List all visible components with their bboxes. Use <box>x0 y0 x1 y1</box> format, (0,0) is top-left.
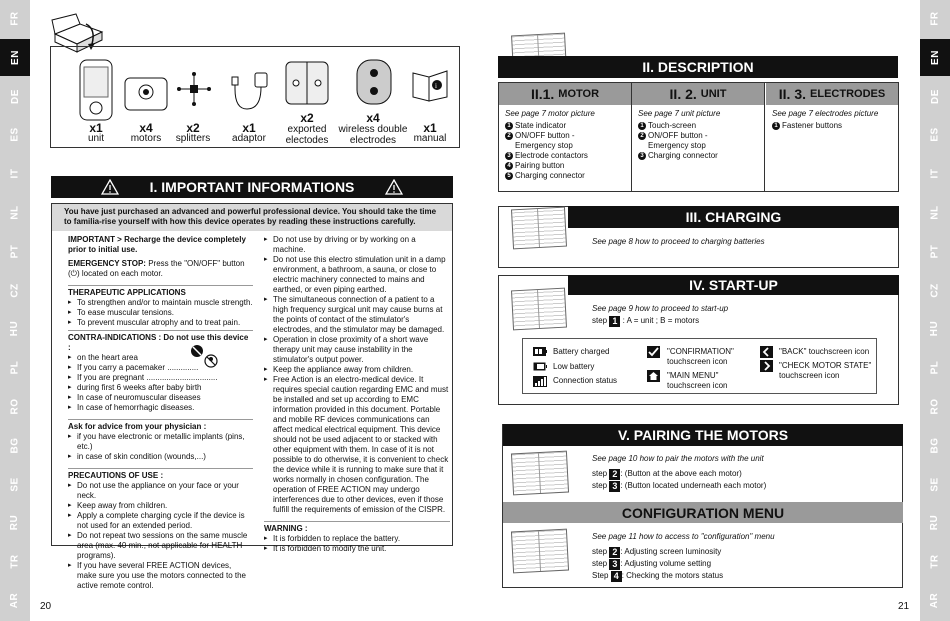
language-label: FR <box>9 11 21 26</box>
item-number-badge: 5 <box>505 172 513 180</box>
language-tab-en[interactable] <box>920 39 950 76</box>
language-tabs-left <box>0 0 30 621</box>
manual-icon <box>411 69 449 103</box>
item-text: Charging connector <box>648 151 718 160</box>
precautions-list <box>68 481 253 591</box>
config-thumbnail <box>511 529 569 574</box>
column-name: UNIT <box>700 88 727 100</box>
language-tab-hu[interactable] <box>920 310 950 347</box>
language-tab-ro[interactable] <box>920 388 950 425</box>
language-tab-hu[interactable] <box>0 310 30 347</box>
language-tab-cz[interactable] <box>0 272 30 309</box>
language-label: BG <box>929 437 941 454</box>
list-item: ▸ To prevent muscular atrophy and to treat pain. <box>68 318 253 328</box>
description-item <box>638 121 758 131</box>
content-label: motors <box>130 133 162 144</box>
language-tab-de[interactable] <box>0 78 30 115</box>
language-label: HU <box>9 321 21 337</box>
step-number: 4 <box>611 571 622 582</box>
charging-header <box>568 206 899 228</box>
column-name: MOTOR <box>558 88 600 100</box>
language-tab-it[interactable] <box>920 155 950 192</box>
content-qty: x2 <box>300 111 314 125</box>
content-label: splitters <box>175 133 211 144</box>
language-label: RO <box>9 398 21 415</box>
item-text: Electrode contactors <box>515 151 588 160</box>
step-label: step <box>592 316 608 325</box>
emergency-text: Press the "ON/OFF" button (⏻) located on each motor. <box>68 259 245 278</box>
description-column <box>632 83 765 191</box>
language-tab-it[interactable] <box>0 155 30 192</box>
item-text: ON/OFF button - Emergency stop <box>648 131 708 150</box>
step-label: step <box>592 469 608 478</box>
therapeutic-list <box>68 298 253 328</box>
step-row <box>592 571 723 582</box>
description-title: II. DESCRIPTION <box>642 59 754 75</box>
low-battery-icon <box>533 362 547 371</box>
list-item: ▸ in case of skin condition (wounds,...) <box>68 452 253 462</box>
svg-text:i: i <box>435 82 437 90</box>
item-number-badge: 3 <box>505 152 513 160</box>
description-item <box>505 171 625 181</box>
precautions-title: PRECAUTIONS OF USE : <box>68 468 253 481</box>
wireless-electrode-icon <box>353 59 395 105</box>
pairing-header <box>503 424 903 446</box>
legend-check-motor: "CHECK MOTOR STATE" touchscreen icon <box>779 361 872 380</box>
legend-confirmation: "CONFIRMATION" touchscreen icon <box>667 347 734 366</box>
step-row <box>592 547 721 558</box>
content-label: adaptor <box>232 133 266 144</box>
language-label: TR <box>9 554 21 569</box>
list-item: ▸ Apply a complete charging cycle if the device is not used for an extended period. <box>68 511 253 531</box>
content-label: manual <box>413 133 447 144</box>
content-qty: x1 <box>242 121 256 135</box>
language-label: RU <box>9 515 21 531</box>
item-number-badge: 4 <box>505 162 513 170</box>
config-ref: See page 11 how to access to "configuration" menu <box>592 532 775 541</box>
left-column <box>68 235 253 591</box>
step-number: 3 <box>609 481 620 492</box>
language-tab-ar[interactable] <box>920 582 950 619</box>
pairing-ref: See page 10 how to pair the motors with the unit <box>592 454 764 463</box>
language-label: RO <box>929 398 941 415</box>
charging-title: III. CHARGING <box>685 209 782 225</box>
column-number: II.1. <box>530 86 555 102</box>
emergency-label: EMERGENCY STOP: <box>68 259 146 268</box>
language-label: ES <box>929 127 941 143</box>
step-label: step <box>592 559 608 568</box>
step-row <box>592 559 711 570</box>
description-item <box>638 151 758 161</box>
right-column <box>264 235 450 554</box>
no-pacemaker-icon <box>190 344 204 358</box>
legend-battery-charged: Battery charged <box>553 347 610 356</box>
step-text: : A = unit ; B = motors <box>622 316 700 325</box>
config-header <box>503 502 903 523</box>
item-text: Fastener buttons <box>782 121 843 130</box>
step-text: : Checking the motors status <box>621 571 724 580</box>
language-label: AR <box>9 592 21 609</box>
step-number: 1 <box>609 316 620 327</box>
contra-list <box>68 353 253 413</box>
language-tab-tr[interactable] <box>0 543 30 580</box>
pairing-title: V. PAIRING THE MOTORS <box>617 427 789 443</box>
description-item <box>505 131 625 151</box>
language-tab-se[interactable] <box>920 466 950 503</box>
list-item: ▸ If you have several FREE ACTION devices, make sure you use the motors connected to the active remote control. <box>68 561 253 591</box>
splitter-icon <box>176 71 212 107</box>
description-header <box>498 56 898 78</box>
package-contents <box>50 46 460 148</box>
content-qty: x1 <box>423 121 437 135</box>
advice-title: Ask for advice from your physician : <box>68 419 253 432</box>
column-name: ELECTRODES <box>810 88 886 100</box>
right-list <box>264 235 450 515</box>
column-number: II. 2. <box>669 86 697 102</box>
language-tab-bg[interactable] <box>0 427 30 464</box>
language-label: RU <box>929 515 941 531</box>
intro-text: You have just purchased an advanced and powerful professional device. You should take the time to familia-rise yourself with how this device operates by reading these instructions carefully. <box>52 204 452 231</box>
description-body <box>498 82 899 192</box>
list-item: ▸ In case of hemorrhagic diseases. <box>68 403 253 413</box>
list-item: ▸ In case of neuromuscular diseases <box>68 393 253 403</box>
language-label: IT <box>929 168 941 179</box>
description-item <box>505 121 625 131</box>
description-column <box>499 83 632 191</box>
list-item: ▸ The simultaneous connection of a patient to a high frequency surgical unit may cause burns at the points of contact of the stimulator's electrodes, and the stimulator may be damaged. <box>264 295 450 335</box>
language-label: CZ <box>9 282 21 298</box>
startup-ref: See page 9 how to proceed to start-up <box>592 304 729 313</box>
content-qty: x4 <box>366 111 380 125</box>
language-tab-cz[interactable] <box>920 272 950 309</box>
important-title: I. IMPORTANT INFORMATIONS <box>149 179 355 195</box>
language-tab-ru[interactable] <box>0 504 30 541</box>
content-qty: x2 <box>186 121 200 135</box>
item-number-badge: 1 <box>638 122 646 130</box>
legend-low-battery: Low battery <box>553 362 595 371</box>
connection-status-icon <box>533 376 547 387</box>
language-tab-ru[interactable] <box>920 504 950 541</box>
page-number-left: 20 <box>40 601 52 612</box>
startup-title: IV. START-UP <box>689 277 778 293</box>
content-qty: x1 <box>89 121 103 135</box>
language-tab-de[interactable] <box>920 78 950 115</box>
language-tab-pl[interactable] <box>920 349 950 386</box>
language-tab-pl[interactable] <box>0 349 30 386</box>
description-column-header <box>766 83 898 105</box>
list-item: ▸ It is forbidden to modify the unit. <box>264 544 450 554</box>
step-row <box>592 469 742 480</box>
language-tab-es[interactable] <box>920 116 950 153</box>
list-item: ▸ Keep the appliance away from children. <box>264 365 450 375</box>
language-label: PL <box>9 360 21 375</box>
language-label: AR <box>929 592 941 609</box>
language-tab-pt[interactable] <box>920 233 950 270</box>
step-number: 2 <box>609 547 620 558</box>
language-tab-nl[interactable] <box>0 194 30 231</box>
list-item: ▸ If you are pregnant ................................ <box>68 373 253 383</box>
language-label: EN <box>9 49 21 65</box>
pairing-thumbnail <box>511 451 569 496</box>
battery-charged-icon <box>533 347 547 356</box>
language-label: FR <box>929 11 941 26</box>
column-ref: See page 7 electrodes picture <box>772 109 879 118</box>
startup-header <box>568 275 899 295</box>
list-item: ▸ if you have electronic or metallic implants (pins, etc.) <box>68 432 253 452</box>
language-label: NL <box>9 205 21 220</box>
language-tab-ar[interactable] <box>0 582 30 619</box>
language-tab-bg[interactable] <box>920 427 950 464</box>
charging-ref: See page 8 how to proceed to charging batteries <box>592 237 765 246</box>
important-informations-header <box>51 176 453 198</box>
item-number-badge: 3 <box>638 152 646 160</box>
content-label: exported electodes <box>285 124 329 146</box>
item-text: Touch-screen <box>648 121 697 130</box>
step-number: 3 <box>609 559 620 570</box>
important-body <box>51 203 453 590</box>
description-column-header <box>499 83 631 105</box>
adaptor-icon <box>229 69 271 113</box>
step-number: 2 <box>609 469 620 480</box>
description-item <box>638 131 758 151</box>
description-column <box>766 83 898 191</box>
language-label: ES <box>9 127 21 143</box>
recharge-title: IMPORTANT > Recharge the device completely prior to initial use. <box>68 235 246 254</box>
emergency-stop <box>68 259 253 279</box>
language-label: PL <box>929 360 941 375</box>
description-item <box>505 151 625 161</box>
item-number-badge: 1 <box>505 122 513 130</box>
check-motor-state-icon <box>760 360 773 372</box>
charging-thumbnail <box>511 207 567 250</box>
language-label: HU <box>929 321 941 337</box>
step-label: step <box>592 547 608 556</box>
list-item: ▸ It is forbidden to replace the battery. <box>264 534 450 544</box>
therapeutic-title: THERAPEUTIC APPLICATIONS <box>68 285 253 298</box>
exported-electrode-icon <box>285 61 329 105</box>
item-number-badge: 1 <box>772 122 780 130</box>
column-ref: See page 7 motor picture <box>505 109 595 118</box>
icon-legend <box>522 338 877 394</box>
step-text: : (Button at the above each motor) <box>620 469 742 478</box>
content-qty: x4 <box>139 121 153 135</box>
list-item: ▸ Do not use this electro stimulation unit in a damp environment, a bathroom, a sauna, or close to electric machinery connected to mains and earthed, or even piping earthed. <box>264 255 450 295</box>
description-item <box>505 161 625 171</box>
config-title: CONFIGURATION MENU <box>621 504 785 521</box>
language-label: IT <box>9 168 21 179</box>
startup-step <box>592 316 699 327</box>
unit-icon <box>79 59 113 121</box>
language-tab-pt[interactable] <box>0 233 30 270</box>
step-row <box>592 481 766 492</box>
item-text: Charging connector <box>515 171 585 180</box>
item-text: State indicator <box>515 121 567 130</box>
step-text: : Adjusting screen luminosity <box>620 547 722 556</box>
language-tab-fr[interactable] <box>0 0 30 37</box>
language-tab-en[interactable] <box>0 39 30 76</box>
content-label: unit <box>87 133 105 144</box>
language-tab-nl[interactable] <box>920 194 950 231</box>
step-label: step <box>592 481 608 490</box>
language-tab-ro[interactable] <box>0 388 30 425</box>
step-text: : (Button located underneath each motor) <box>620 481 767 490</box>
item-number-badge: 2 <box>638 132 646 140</box>
list-item: ▸ Keep away from children. <box>68 501 253 511</box>
list-item: ▸ Do not use by driving or by working on a machine. <box>264 235 450 255</box>
advice-list <box>68 432 253 462</box>
step-label: Step <box>592 571 609 580</box>
language-tab-tr[interactable] <box>920 543 950 580</box>
language-label: DE <box>929 88 941 104</box>
column-number: II. 3. <box>778 86 807 102</box>
column-ref: See page 7 unit picture <box>638 109 721 118</box>
list-item: ▸ To strengthen and/or to maintain muscle strength. <box>68 298 253 308</box>
language-label: BG <box>9 437 21 454</box>
item-text: ON/OFF button - Emergency stop <box>515 131 575 150</box>
warning-icon <box>385 179 403 195</box>
list-item: ▸ If you carry a pacemaker .............. <box>68 363 253 373</box>
legend-main-menu: "MAIN MENU" touchscreen icon <box>667 371 728 390</box>
back-icon <box>760 346 773 358</box>
contra-title: CONTRA-INDICATIONS : Do not use this device : <box>68 330 253 353</box>
language-tab-es[interactable] <box>0 116 30 153</box>
motor-icon <box>124 77 168 111</box>
language-tabs-right <box>920 0 950 621</box>
item-number-badge: 2 <box>505 132 513 140</box>
list-item: ▸ Free Action is an electro-medical device. It requires special caution regarding EMC and must be installed and set up according to EMC information provided in this document. Portable and mobile RF devices communications can affect medical electrical equipment. This device should not be used adjacent to or stacked with other equipment with them. In case of it is not possible to do otherwise, it is convenient to check the device while it is running to make sure that it works normally in chosen configuration. The operation of FREE ACTION may undergo interferences due to other devices, even if those fulfill the requirements of emission of the CISPR. <box>264 375 450 515</box>
main-menu-icon <box>647 370 660 382</box>
confirmation-icon <box>647 346 660 358</box>
page-number-right: 21 <box>898 601 910 612</box>
step-text: : Adjusting volume setting <box>620 559 712 568</box>
language-label: NL <box>929 205 941 220</box>
language-label: PT <box>9 244 21 259</box>
language-tab-se[interactable] <box>0 466 30 503</box>
legend-connection-status: Connection status <box>553 376 618 385</box>
legend-back: "BACK" touchscreen icon <box>779 347 870 356</box>
list-item: ▸ To ease muscular tensions. <box>68 308 253 318</box>
description-item <box>772 121 892 131</box>
description-column-header <box>632 83 764 105</box>
item-text: Pairing button <box>515 161 565 170</box>
language-label: DE <box>9 88 21 104</box>
list-item: ▸ during first 6 weeks after baby birth <box>68 383 253 393</box>
warning-icon <box>101 179 119 195</box>
list-item: ▸ Do not repeat two sessions on the same muscle area (max. 40 min., not applicable for HEALTH programs). <box>68 531 253 561</box>
language-label: CZ <box>929 282 941 298</box>
language-label: SE <box>929 476 941 492</box>
language-tab-fr[interactable] <box>920 0 950 37</box>
content-label: wireless double electrodes <box>338 124 408 146</box>
language-label: SE <box>9 476 21 492</box>
language-label: EN <box>929 49 941 65</box>
language-label: PT <box>929 244 941 259</box>
warning-list <box>264 534 450 554</box>
list-item: ▸ Operation in close proximity of a short wave therapy unit may cause instability in the stimulator's output power. <box>264 335 450 365</box>
list-item: ▸ on the heart area <box>68 353 253 363</box>
no-pregnancy-icon <box>204 354 218 368</box>
language-label: TR <box>929 554 941 569</box>
list-item: ▸ Do not use the appliance on your face or your neck. <box>68 481 253 501</box>
warning-title: WARNING : <box>264 521 450 534</box>
startup-thumbnail <box>511 288 567 331</box>
